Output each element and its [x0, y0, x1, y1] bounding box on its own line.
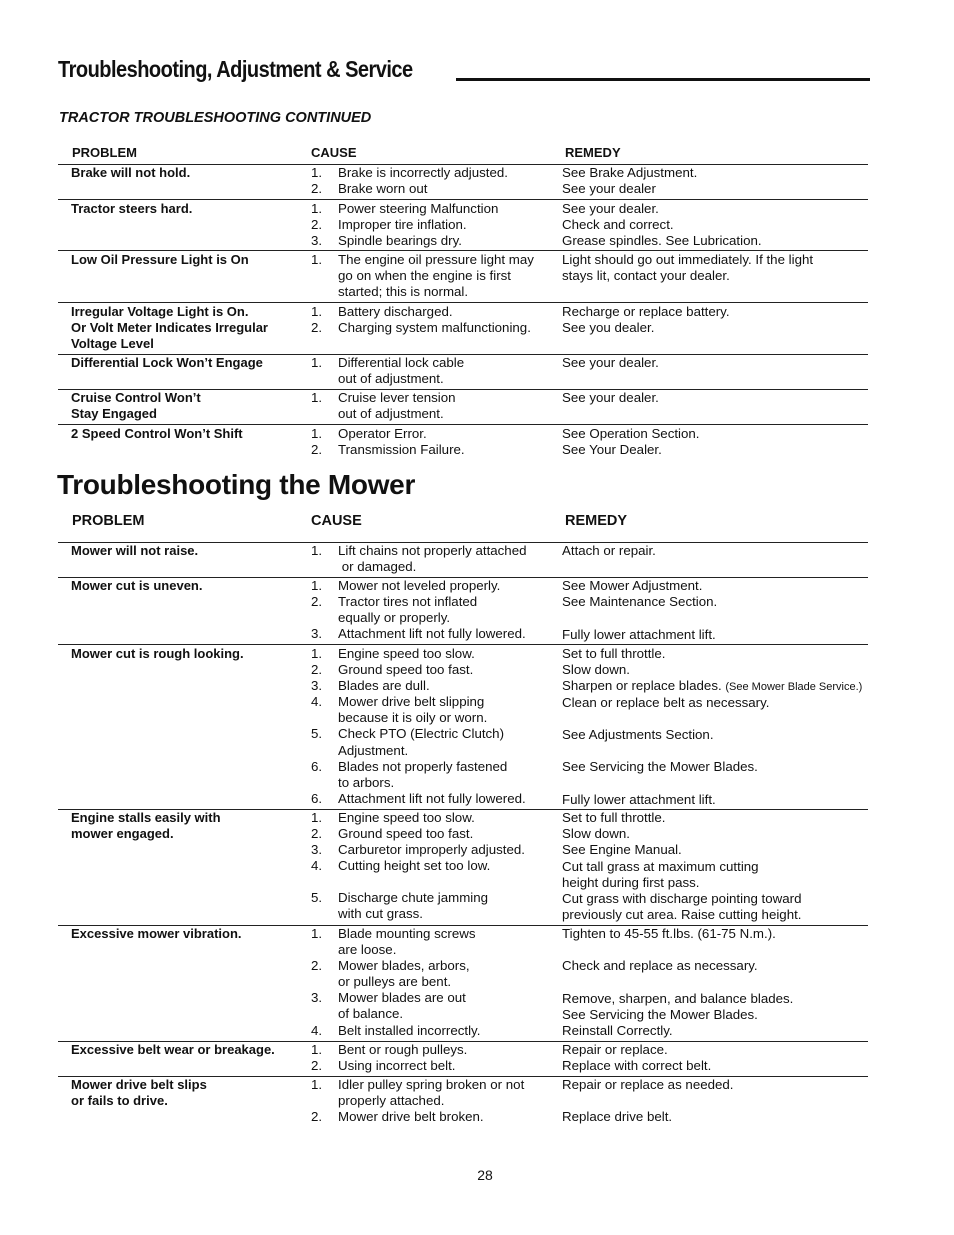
problem-cell: Mower drive belt slips or fails to drive. [71, 1077, 207, 1109]
page-header [58, 55, 870, 81]
problem-cell: Mower cut is rough looking. [71, 646, 244, 661]
cause-cell [311, 1042, 561, 1074]
remedy-cell: See your dealer. [562, 355, 659, 370]
cause-cell [311, 390, 561, 422]
column-header-problem: PROBLEM [72, 145, 137, 160]
cause-cell [311, 304, 561, 336]
cause-item: 2. Brake worn out [311, 181, 428, 197]
cause-item: 2. Ground speed too fast. [311, 662, 474, 678]
cause-item: 1. Blade mounting screws are loose. [311, 926, 476, 958]
table-divider [58, 424, 868, 425]
column-header-cause: CAUSE [311, 145, 357, 160]
remedy-cell: Light should go out immediately. If the light stays lit, contact your dealer. [562, 252, 814, 284]
remedy-cell: See your dealer. [562, 390, 659, 405]
table-divider [58, 250, 868, 251]
cause-cell [311, 252, 561, 301]
cause-item: 1. Engine speed too slow. [311, 646, 475, 661]
cause-cell [311, 646, 561, 807]
cause-item: 2. Mower blades, arbors, or pulleys are bent. [311, 958, 470, 990]
cause-cell [311, 426, 561, 458]
problem-cell: Brake will not hold. [71, 165, 191, 180]
remedy-cell: Tighten to 45-55 ft.lbs. (61-75 N.m.). Check and replace as necessary. Remove, sharpen, and balance blades. See Servicing the Mower Blades. Reinstall Correctly. [562, 926, 794, 1039]
problem-cell: Mower will not raise. [71, 543, 199, 558]
cause-item: 1. Engine speed too slow. [311, 810, 475, 825]
problem-cell: Cruise Control Won’t Stay Engaged [71, 390, 201, 422]
cause-cell [311, 355, 561, 387]
cause-item: 2. Ground speed too fast. [311, 826, 474, 842]
table-divider [58, 199, 868, 200]
page-header-title: Troubleshooting, Adjustment & Service [58, 56, 413, 82]
cause-item: 6. Attachment lift not fully lowered. [311, 790, 526, 806]
cause-item: 4. Mower drive belt slipping because it is oily or worn. [311, 694, 488, 726]
cause-item: 2. Tractor tires not inflated equally or properly. [311, 594, 478, 626]
remedy-cell: See Operation Section. See Your Dealer. [562, 426, 700, 458]
cause-cell [311, 810, 561, 923]
cause-item: 3. Carburetor improperly adjusted. [311, 842, 525, 858]
table-divider [58, 644, 868, 645]
cause-cell [311, 926, 561, 1039]
cause-item: 3. Blades are dull. [311, 678, 430, 694]
cause-cell [311, 201, 561, 250]
cause-item: 2. Charging system malfunctioning. [311, 320, 531, 336]
cause-item: 4. Belt installed incorrectly. [311, 1022, 481, 1038]
problem-cell: Excessive mower vibration. [71, 926, 242, 941]
cause-item: 1. Differential lock cable out of adjustment. [311, 355, 465, 387]
page-number: 28 [477, 1167, 493, 1183]
header-rule [456, 78, 870, 81]
cause-item: 1. Battery discharged. [311, 304, 453, 319]
remedy-cell: See your dealer. Check and correct. Grease spindles. See Lubrication. [562, 201, 762, 249]
remedy-note: (See Mower Blade Service.) [725, 681, 863, 694]
problem-cell: Low Oil Pressure Light is On [71, 252, 249, 267]
cause-item: 4. Cutting height set too low. [311, 858, 491, 874]
cause-cell [311, 578, 561, 642]
remedy-cell: Attach or repair. [562, 543, 656, 558]
cause-cell [311, 1077, 561, 1125]
remedy-cell: Repair or replace. Replace with correct belt. [562, 1042, 712, 1074]
cause-item: 1. Power steering Malfunction [311, 201, 499, 216]
cause-item: 3. Spindle bearings dry. [311, 233, 462, 249]
cause-item: 3. Attachment lift not fully lowered. [311, 626, 526, 642]
cause-item: 1. Operator Error. [311, 426, 427, 441]
cause-item: 1. Idler pulley spring broken or not properly attached. [311, 1077, 525, 1109]
cause-item: 1. The engine oil pressure light may go on when the engine is first started; this is normal. [311, 252, 534, 300]
problem-cell: Differential Lock Won’t Engage [71, 355, 263, 370]
problem-cell: Engine stalls easily with mower engaged. [71, 810, 221, 842]
cause-item: 1. Mower not leveled properly. [311, 578, 501, 593]
cause-item: 5. Check PTO (Electric Clutch) Adjustment. [311, 726, 505, 758]
cause-cell [311, 543, 561, 575]
tractor-section-subtitle: TRACTOR TROUBLESHOOTING CONTINUED [59, 110, 372, 126]
cause-item: 2. Using incorrect belt. [311, 1058, 456, 1074]
cause-item: 5. Discharge chute jamming with cut grass. [311, 890, 489, 922]
cause-item: 2. Mower drive belt broken. [311, 1109, 484, 1125]
cause-item: 2. Transmission Failure. [311, 442, 465, 458]
cause-cell [311, 165, 561, 197]
cause-item: 2. Improper tire inflation. [311, 217, 467, 233]
cause-item: 1. Lift chains not properly attached or damaged. [311, 543, 527, 575]
column-header-remedy: REMEDY [565, 145, 621, 160]
remedy-cell: Repair or replace as needed. Replace drive belt. [562, 1077, 734, 1125]
remedy-cell: Set to full throttle. Slow down. See Engine Manual. Cut tall grass at maximum cutting height during first pass. Cut grass with discharge pointing toward previously cut area. Raise cutting height. [562, 810, 802, 923]
cause-item: 1. Bent or rough pulleys. [311, 1042, 468, 1057]
problem-cell: Mower cut is uneven. [71, 578, 203, 593]
remedy-cell: See Mower Adjustment. See Maintenance Section. Fully lower attachment lift. [562, 578, 718, 642]
cause-item: 6. Blades not properly fastened to arbors. [311, 758, 508, 790]
column-header-remedy: REMEDY [565, 513, 628, 529]
problem-cell: Irregular Voltage Light is On. Or Volt Meter Indicates Irregular Voltage Level [71, 304, 268, 352]
table-divider [58, 302, 868, 303]
cause-item: 1. Brake is incorrectly adjusted. [311, 165, 508, 180]
problem-cell: Excessive belt wear or breakage. [71, 1042, 275, 1057]
problem-cell: 2 Speed Control Won’t Shift [71, 426, 243, 441]
column-header-problem: PROBLEM [72, 513, 145, 529]
cause-item: 1. Cruise lever tension out of adjustment. [311, 390, 456, 422]
mower-section-title: Troubleshooting the Mower [57, 469, 416, 500]
remedy-cell: Recharge or replace battery. See you dealer. [562, 304, 730, 336]
column-header-cause: CAUSE [311, 513, 362, 529]
problem-cell: Tractor steers hard. [71, 201, 193, 216]
remedy-cell: See Brake Adjustment. See your dealer [562, 165, 698, 197]
cause-item: 3. Mower blades are out of balance. [311, 990, 466, 1022]
remedy-cell: Set to full throttle. Slow down. Sharpen or replace blades. (See Mower Blade Service.) Clean or replace belt as necessary. See Adjustments Section. See Servicing the Mower Blades. Fully lower attachment lift. [562, 646, 863, 807]
